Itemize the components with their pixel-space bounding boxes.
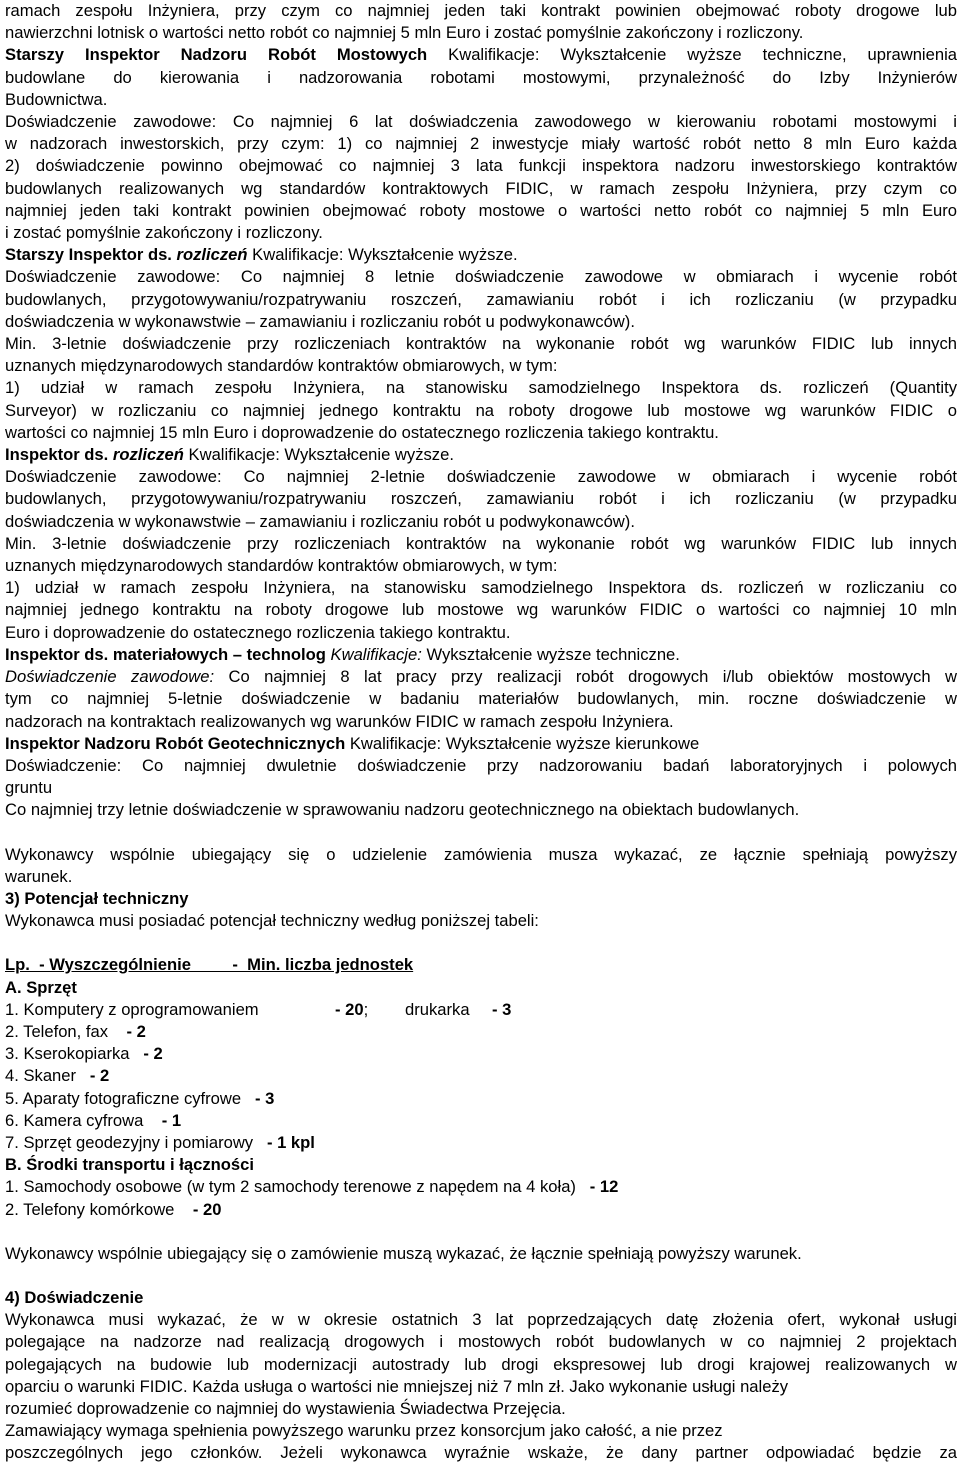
equipment-row bbox=[5, 999, 957, 1021]
equipment-row bbox=[5, 1021, 957, 1043]
equipment-item: 5. Aparaty fotograficzne cyfrowe bbox=[5, 1088, 255, 1108]
experience-requirement-line: polegających na budowie lub modernizacji autostrady lub drogi ekspresowej lub drogi krajowej realizowanych w bbox=[5, 1354, 957, 1374]
equipment-row bbox=[5, 1088, 957, 1110]
equipment-table-header: Lp. - Wyszczególnienie - Min. liczba jednostek bbox=[5, 955, 414, 975]
experience-line: 1) udział w ramach zespołu Inżyniera, na stanowisku samodzielnego Inspektora ds. rozliczeń w rozliczaniu co bbox=[5, 578, 957, 598]
section-title-emphasis: rozliczeń bbox=[176, 245, 248, 265]
equipment-quantity: - 3 bbox=[254, 1088, 275, 1108]
experience-line: tym co najmniej 5-letnie doświadczenie w badaniu materiałów budowlanych, min. roczne doświadczenie w bbox=[5, 689, 957, 709]
experience-line: 2) doświadczenie powinno obejmować co najmniej 3 lata funkcji inspektora nadzoru inwestorskiego kontraktów bbox=[5, 156, 957, 176]
equipment-quantity: - 2 bbox=[143, 1044, 163, 1064]
section-geotech-title-line bbox=[5, 733, 957, 755]
experience-line: Doświadczenie zawodowe: Co najmniej 6 lat doświadczenia zawodowego w kierowaniu robotami mostowymi i bbox=[5, 112, 957, 132]
equipment-row bbox=[5, 1065, 957, 1087]
joint-requirement-line: Wykonawcy wspólnie ubiegający się o udzielenie zamówienia musza wykazać, ze łącznie spełniają powyższy bbox=[5, 844, 957, 864]
spacer bbox=[5, 822, 957, 844]
equipment-item: 4. Skaner bbox=[5, 1066, 90, 1086]
equipment-group-b: B. Środki transportu i łączności bbox=[5, 1155, 254, 1175]
section-inspektor-rozliczen-title-line bbox=[5, 444, 957, 466]
experience-line: budowlanych, przygotowywaniu/rozpatrywaniu roszczeń, zamawianiu robót i ich rozliczaniu (w przypadku bbox=[5, 489, 957, 509]
experience-line: Min. 3-letnie doświadczenie przy rozliczeniach kontraktów na wykonanie robót wg warunków FIDIC lub innych bbox=[5, 533, 957, 553]
experience-line: i zostać pomyślnie zakończony i rozliczony. bbox=[5, 223, 323, 243]
equipment-item: 2. Telefony komórkowe bbox=[5, 1199, 193, 1219]
experience-line: 1) udział w ramach zespołu Inżyniera, na stanowisku samodzielnego Inspektora ds. rozliczeń (Quantity bbox=[5, 378, 957, 398]
section-title-emphasis: rozliczeń bbox=[112, 445, 184, 465]
equipment-quantity: - 20 bbox=[192, 1199, 222, 1219]
section-title: Inspektor ds. bbox=[5, 445, 113, 465]
separator: ; bbox=[363, 999, 369, 1019]
section-heading-potencjal: 3) Potencjał techniczny bbox=[5, 888, 189, 908]
spacer bbox=[5, 1221, 957, 1243]
experience-line: najmniej jeden taki kontrakt powinien obejmować roboty mostowe o wartości netto robót co najmniej 5 mln Euro bbox=[5, 200, 957, 220]
experience-line: uznanych międzynarodowych standardów kontraktów obmiarowych, w tym: bbox=[5, 556, 558, 576]
experience-requirement-line: poszczególnych jego członków. Jeżeli wykonawca wyraźnie wskaże, że dany partner odpowiadać będzie za bbox=[5, 1443, 957, 1463]
equipment-item: 1. Komputery z oprogramowaniem bbox=[5, 999, 259, 1019]
qualification-text: Wykształcenie wyższe techniczne. bbox=[421, 644, 680, 664]
section-starszy-rozliczen-title-line bbox=[5, 244, 957, 266]
equipment-quantity: - 1 bbox=[161, 1110, 182, 1130]
experience-line: najmniej jednego kontraktu na roboty drogowe lub mostowe wg warunków FIDIC o wartości co najmniej 10 mln bbox=[5, 600, 957, 620]
experience-line: doświadczenia w wykonawstwie – zamawianiu i rozliczaniu robót u podwykonawców). bbox=[5, 311, 635, 331]
experience-line: budowlanych realizowanych wg standardów kontraktowych FIDIC, w ramach zespołu Inżyniera, przy czym co bbox=[5, 178, 957, 198]
equipment-item: 7. Sprzęt geodezyjny i pomiarowy bbox=[5, 1132, 267, 1152]
qualification-text: Kwalifikacje: Wykształcenie wyższe. bbox=[247, 245, 518, 265]
experience-line: uznanych międzynarodowych standardów kontraktów obmiarowych, w tym: bbox=[5, 356, 558, 376]
experience-line: Euro i doprowadzenie do ostatecznego rozliczenia takiego kontraktu. bbox=[5, 622, 511, 642]
equipment-quantity: - 12 bbox=[589, 1177, 619, 1197]
equipment-quantity: - 3 bbox=[492, 999, 512, 1019]
experience-text: Co najmniej 8 lat pracy przy realizacji robót drogowych i/lub obiektów mostowych w bbox=[214, 667, 957, 687]
equipment-item: 6. Kamera cyfrowa bbox=[5, 1110, 162, 1130]
section-title: Starszy Inspektor ds. bbox=[5, 245, 177, 265]
potencjal-intro: Wykonawca musi posiadać potencjał techniczny według poniższej tabeli: bbox=[5, 911, 539, 931]
qualification-text: Kwalifikacje: Wykształcenie wyższe techniczne, uprawnienia bbox=[448, 45, 957, 65]
qualification-text: Kwalifikacje: Wykształcenie wyższe. bbox=[183, 445, 454, 465]
experience-line: Doświadczenie zawodowe: Co najmniej 2-letnie doświadczenie zawodowe w obmiarach i wycenie robót bbox=[5, 467, 957, 487]
experience-requirement-line: Wykonawca musi wykazać, że w w okresie ostatnich 3 lat poprzedzających datę złożenia ofert, wykonał usługi bbox=[5, 1310, 957, 1330]
experience-line: Co najmniej trzy letnie doświadczenie w sprawowaniu nadzoru geotechnicznego na obiektach budowlanych. bbox=[5, 800, 800, 820]
qualification-line: budowlane do kierowania i nadzorowania robotami mostowymi, przynależność do Izby Inżynierów bbox=[5, 67, 957, 87]
experience-line: wartości co najmniej 15 mln Euro i doprowadzenie do ostatecznego rozliczenia takiego kontraktu. bbox=[5, 422, 719, 442]
equipment-row bbox=[5, 1043, 957, 1065]
experience-line: Doświadczenie: Co najmniej dwuletnie doświadczenie przy nadzorowaniu badań laboratoryjnych i polowych bbox=[5, 755, 957, 775]
equipment-item: 3. Kserokopiarka bbox=[5, 1044, 144, 1064]
experience-line: Surveyor) w rozliczaniu co najmniej jednego kontraktu na roboty drogowe lub mostowe wg warunków FIDIC o bbox=[5, 400, 957, 420]
equipment-quantity: - 1 kpl bbox=[266, 1132, 315, 1152]
qualification-line: Budownictwa. bbox=[5, 89, 108, 109]
section-title: Inspektor ds. materiałowych – technolog bbox=[5, 644, 326, 664]
experience-requirement-line: oparciu o warunki FIDIC. Każda usługa o wartości nie mniejszej niż 7 mln zł. Jako wykonanie usługi należy bbox=[5, 1376, 789, 1396]
equipment-group-a: A. Sprzęt bbox=[5, 977, 77, 997]
experience-line: Doświadczenie zawodowe: Co najmniej 8 letnie doświadczenie zawodowe w obmiarach i wycenie robót bbox=[5, 267, 957, 287]
intro-line: ramach zespołu Inżyniera, przy czym co najmniej jeden taki kontrakt powinien obejmować roboty drogowe lub bbox=[5, 1, 957, 20]
qualification-text: Kwalifikacje: Wykształcenie wyższe kierunkowe bbox=[345, 733, 700, 753]
equipment-row bbox=[5, 1176, 957, 1198]
experience-line: nadzorach na kontraktach realizowanych wg warunków FIDIC w ramach zespołu Inżyniera. bbox=[5, 711, 674, 731]
equipment-item: drukarka bbox=[405, 999, 470, 1019]
qualification-label: Kwalifikacje: bbox=[330, 644, 422, 664]
spacer bbox=[5, 932, 957, 954]
section-mostowy-title-line bbox=[5, 44, 957, 66]
equipment-quantity: - 2 bbox=[89, 1066, 110, 1086]
equipment-row bbox=[5, 1199, 957, 1221]
experience-label: Doświadczenie zawodowe: bbox=[5, 667, 215, 687]
equipment-quantity: - 20 bbox=[335, 999, 364, 1019]
experience-line: gruntu bbox=[5, 778, 53, 798]
equipment-row bbox=[5, 1110, 957, 1132]
section-title: Inspektor Nadzoru Robót Geotechnicznych bbox=[5, 733, 346, 753]
experience-line: w nadzorach inwestorskich, przy czym: 1) co najmniej 2 inwestycje miały wartość robót netto 8 mln Euro każda bbox=[5, 134, 957, 154]
experience-line: doświadczenia w wykonawstwie – zamawianiu i rozliczaniu robót u podwykonawców). bbox=[5, 511, 635, 531]
equipment-item: 1. Samochody osobowe (w tym 2 samochody terenowe z napędem na 4 koła) bbox=[5, 1177, 590, 1197]
section-materialowy-title-line bbox=[5, 644, 957, 666]
joint-requirement-line: Wykonawcy wspólnie ubiegający się o zamówienie muszą wykazać, że łącznie spełniają powyższy warunek. bbox=[5, 1243, 802, 1263]
section-title: Starszy Inspektor Nadzoru Robót Mostowych bbox=[5, 45, 428, 65]
experience-line: Min. 3-letnie doświadczenie przy rozliczeniach kontraktów na wykonanie robót wg warunków FIDIC lub innych bbox=[5, 334, 957, 354]
equipment-item: 2. Telefon, fax bbox=[5, 1021, 127, 1041]
experience-requirement-line: rozumieć doprowadzenie co najmniej do wystawienia Świadectwa Przejęcia. bbox=[5, 1398, 566, 1418]
joint-requirement-line: warunek. bbox=[5, 866, 73, 886]
experience-requirement-line: Zamawiający wymaga spełnienia powyższego warunku przez konsorcjum jako całość, a nie przez bbox=[5, 1421, 723, 1441]
equipment-row bbox=[5, 1132, 957, 1154]
intro-line: nawierzchni lotnisk o wartości netto robót co najmniej 5 mln Euro i zostać pomyślnie zakończony i rozliczony. bbox=[5, 23, 804, 43]
spacer bbox=[5, 1265, 957, 1287]
section-heading-doswiadczenie: 4) Doświadczenie bbox=[5, 1287, 144, 1307]
experience-first-line bbox=[5, 666, 957, 688]
experience-line: budowlanych, przygotowywaniu/rozpatrywaniu roszczeń, zamawianiu robót i ich rozliczaniu (w przypadku bbox=[5, 289, 957, 309]
experience-requirement-line: polegające na nadzorze nad realizacją drogowych i mostowych robót budowlanych w co najmniej 2 projektach bbox=[5, 1332, 957, 1352]
equipment-quantity: - 2 bbox=[126, 1021, 146, 1041]
